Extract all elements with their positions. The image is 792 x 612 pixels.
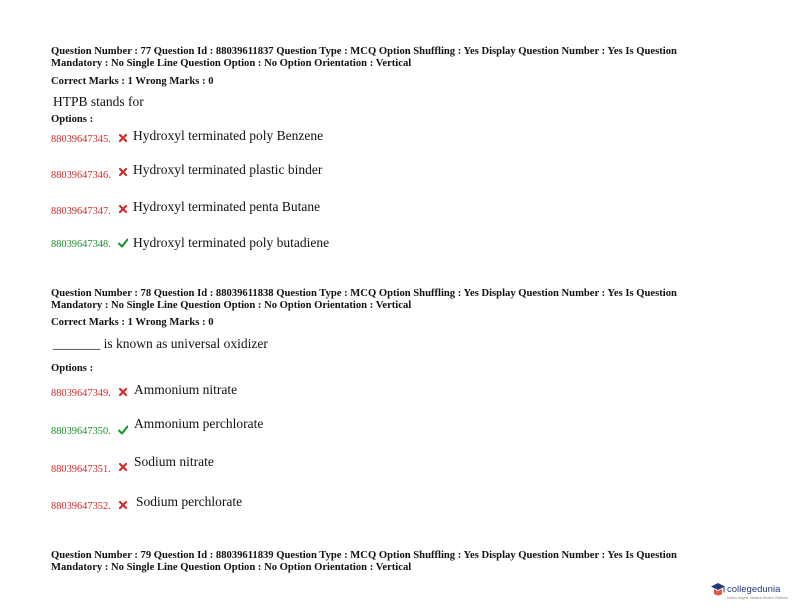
collegedunia-tagline: India's largest Student Review Platform [727,596,788,600]
q78-option-2-id: 88039647350. [51,426,111,437]
q77-meta-line1: Question Number : 77 Question Id : 88039611837 Question Type : MCQ Option Shuffling : Yes Display Question Number : Yes Is Question [51,46,677,57]
q78-option-4-id: 88039647352. [51,501,111,512]
q78-option-4-text: Sodium perchlorate [136,494,243,509]
q77-option-3-text: Hydroxyl terminated penta Butane [133,199,321,214]
collegedunia-logo-text: collegedunia [727,584,781,595]
q79-meta-line2: Mandatory : No Single Line Question Option : No Option Orientation : Vertical [51,562,412,573]
q77-option-3-id: 88039647347. [51,206,111,217]
wrong-cross-icon [118,133,128,143]
q78-option-3-text: Sodium nitrate [134,454,214,469]
q78-meta-line2: Mandatory : No Single Line Question Option : No Option Orientation : Vertical [51,300,412,311]
wrong-cross-icon [118,462,128,472]
q77-meta-line2: Mandatory : No Single Line Question Option : No Option Orientation : Vertical [51,58,412,69]
correct-check-icon [118,238,128,248]
q77-marks: Correct Marks : 1 Wrong Marks : 0 [51,76,214,87]
q77-option-4-text: Hydroxyl terminated poly butadiene [133,235,330,250]
correct-check-icon [118,425,128,435]
collegedunia-logo-icon [710,582,726,600]
q77-option-2-id: 88039647346. [51,170,111,181]
q78-option-2-text: Ammonium perchlorate [134,416,264,431]
q77-option-4-id: 88039647348. [51,239,111,250]
q78-option-1-text: Ammonium nitrate [134,382,238,397]
q78-option-3-id: 88039647351. [51,464,111,475]
q77-question-text: HTPB stands for [53,94,144,109]
q77-option-1-id: 88039647345. [51,134,111,145]
wrong-cross-icon [118,204,128,214]
q77-option-2-text: Hydroxyl terminated plastic binder [133,162,323,177]
q77-option-1-text: Hydroxyl terminated poly Benzene [133,128,324,143]
q79-meta-line1: Question Number : 79 Question Id : 88039611839 Question Type : MCQ Option Shuffling : Yes Display Question Number : Yes Is Question [51,550,677,561]
wrong-cross-icon [118,387,128,397]
wrong-cross-icon [118,167,128,177]
q77-options-label: Options : [51,114,94,125]
q78-question-text: _______ is known as universal oxidizer [53,336,268,351]
q78-meta-line1: Question Number : 78 Question Id : 88039611838 Question Type : MCQ Option Shuffling : Yes Display Question Number : Yes Is Question [51,288,677,299]
q78-option-1-id: 88039647349. [51,388,111,399]
wrong-cross-icon [118,500,128,510]
q78-options-label: Options : [51,363,94,374]
q78-marks: Correct Marks : 1 Wrong Marks : 0 [51,317,214,328]
